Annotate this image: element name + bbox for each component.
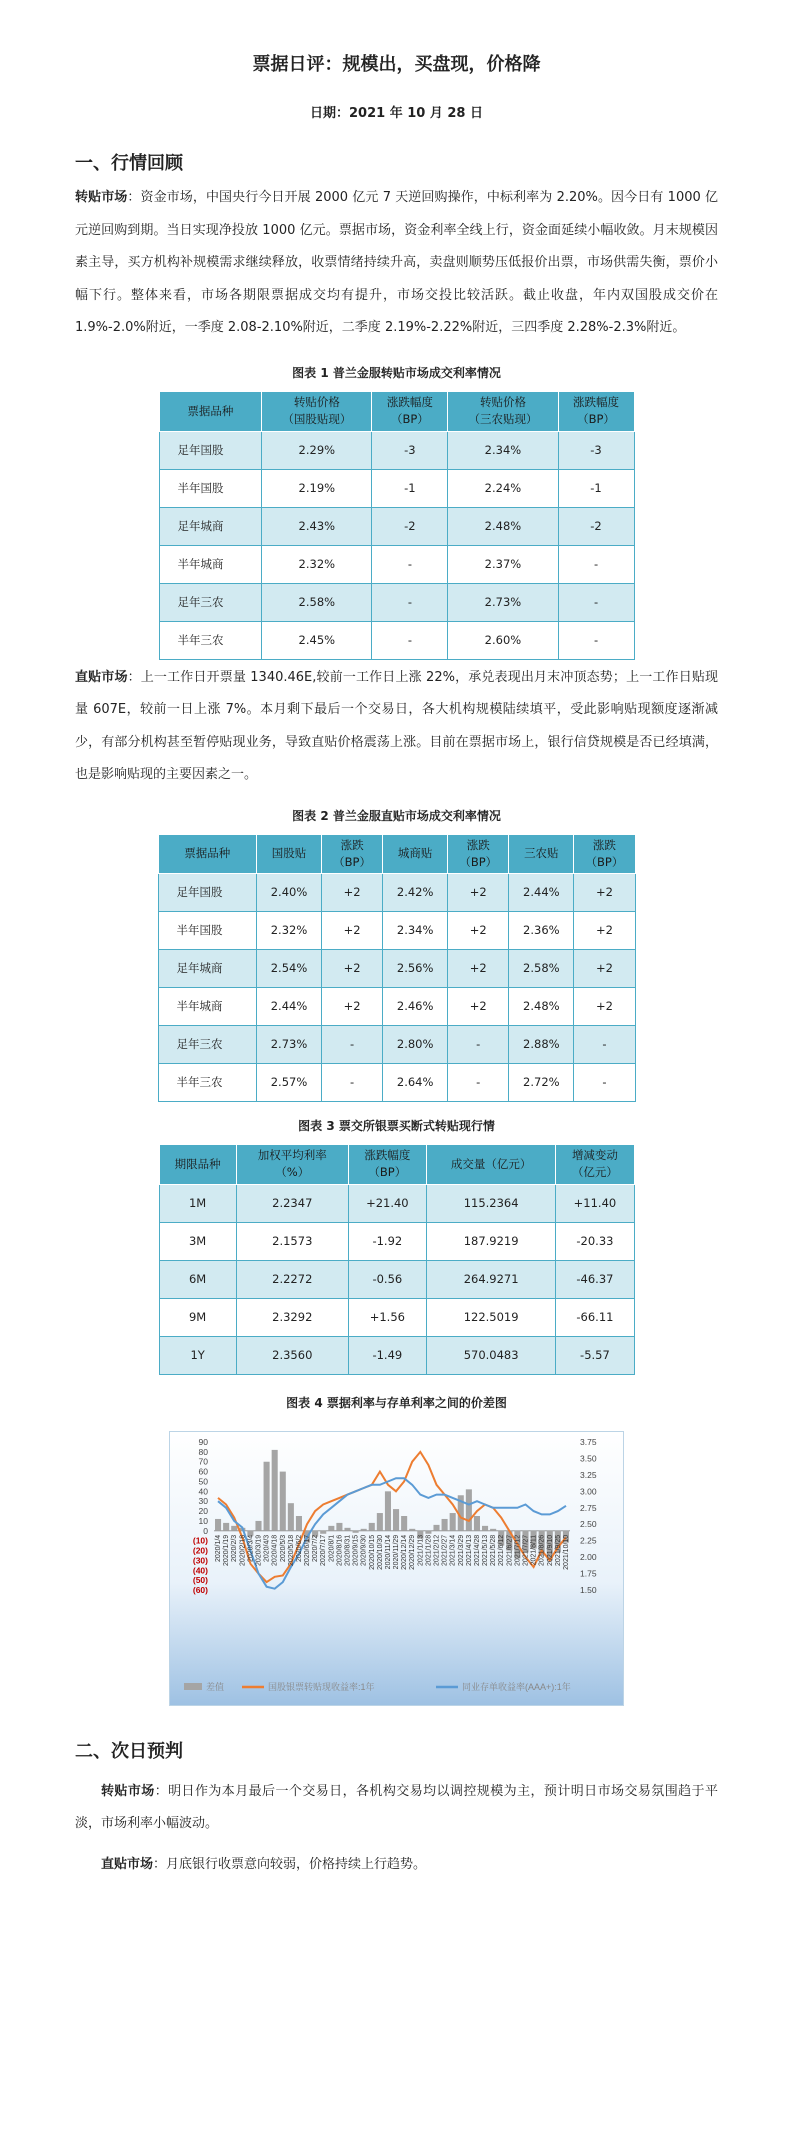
spread-bar xyxy=(401,1516,407,1531)
left-axis-tick-label: 60 xyxy=(198,1466,208,1477)
spread-bar xyxy=(474,1516,480,1531)
table-cell: 半年城商 xyxy=(158,987,257,1025)
left-axis-tick-label: 90 xyxy=(198,1436,208,1447)
spread-chart xyxy=(169,1431,624,1706)
spread-bar xyxy=(344,1527,350,1530)
table-cell: 2.58% xyxy=(509,949,574,987)
table-header-cell: 国股贴 xyxy=(257,834,322,873)
right-axis-tick-label: 2.25 xyxy=(580,1535,597,1546)
x-axis-tick-label: 2021/8/26 xyxy=(538,1534,546,1566)
table-row xyxy=(158,987,635,1025)
spread-bar xyxy=(361,1528,367,1530)
right-axis-tick-label: 3.50 xyxy=(580,1452,597,1463)
table-header-cell: 三农贴 xyxy=(509,834,574,873)
x-axis-tick-label: 2020/8/1 xyxy=(328,1534,336,1562)
x-axis-tick-label: 2020/12/29 xyxy=(409,1534,417,1570)
table-cell: 3M xyxy=(159,1222,236,1260)
text-forecast-direct: ：月底银行收票意向较弱，价格持续上行趋势。 xyxy=(153,1856,427,1872)
x-axis-tick-label: 2020/10/15 xyxy=(368,1534,376,1570)
table-cell: -3 xyxy=(372,431,448,469)
x-axis-tick-label: 2021/4/13 xyxy=(465,1534,473,1566)
table-row xyxy=(159,545,634,583)
table-cell: 1M xyxy=(159,1184,236,1222)
table-cell: 2.73% xyxy=(257,1025,322,1063)
x-axis-tick-label: 2020/3/4 xyxy=(247,1534,255,1562)
x-axis-tick-label: 2021/2/27 xyxy=(441,1534,449,1566)
right-axis-tick-label: 1.50 xyxy=(580,1584,597,1595)
table-transfer-rates xyxy=(159,391,635,660)
table-row xyxy=(159,1336,634,1374)
section-heading-review: 一、行情回顾 xyxy=(75,153,183,174)
right-axis-tick-label: 2.50 xyxy=(580,1518,597,1529)
table-cell: 半年国股 xyxy=(159,469,262,507)
table-row xyxy=(159,621,634,659)
table-cell: -2 xyxy=(558,507,634,545)
spread-bar xyxy=(353,1530,359,1532)
table-cell: -46.37 xyxy=(556,1260,634,1298)
table-cell: 2.34% xyxy=(383,911,448,949)
table-cell: 2.64% xyxy=(383,1063,448,1101)
table-cell: +2 xyxy=(574,949,635,987)
table-cell: 2.48% xyxy=(509,987,574,1025)
table-cell: - xyxy=(322,1025,383,1063)
table-header-cell: 涨跌幅度 （BP） xyxy=(558,391,634,431)
spread-bar xyxy=(215,1518,221,1530)
table-header-cell: 加权平均利率 （%） xyxy=(236,1144,348,1184)
table-cell: 半年城商 xyxy=(159,545,262,583)
table-cell: 2.58% xyxy=(262,583,372,621)
label-forecast-direct: 直贴市场 xyxy=(101,1856,154,1872)
table-cell: 2.32% xyxy=(257,911,322,949)
table-cell: 2.88% xyxy=(509,1025,574,1063)
table-cell: 足年城商 xyxy=(158,949,257,987)
x-axis-tick-label: 2020/9/15 xyxy=(352,1534,360,1566)
x-axis-tick-label: 2021/8/11 xyxy=(530,1534,538,1565)
spread-bar xyxy=(450,1513,456,1531)
left-axis-tick-label: 20 xyxy=(198,1505,208,1516)
table-cell: -0.56 xyxy=(348,1260,426,1298)
spread-bar xyxy=(369,1522,375,1530)
table-cell: 570.0483 xyxy=(426,1336,555,1374)
table-cell: -1 xyxy=(558,469,634,507)
table-cell: +2 xyxy=(448,873,509,911)
label-forecast-transfer: 转贴市场 xyxy=(101,1783,155,1799)
text-direct-market: ：上一工作日开票量 1340.46E,较前一工作日上涨 22%，承兑表现出月末冲顶态势；上一工作日贴现量 607E，较前一日上涨 7%。本月剩下最后一个交易日，各大机构规模陆续填平，受此影响贴现额度逐渐减少，有部分机构甚至暂停贴现业务，导致直贴价格震荡上涨。目前在票据市场上，银行信贷规模是否已经填满，也是影响贴现的主要因素之一。 xyxy=(75,669,718,782)
table-cell: 2.3292 xyxy=(236,1298,348,1336)
table-row xyxy=(159,431,634,469)
table-cell: 2.73% xyxy=(448,583,558,621)
x-axis-tick-label: 2020/9/30 xyxy=(360,1534,368,1566)
legend-swatch-spread xyxy=(184,1683,202,1690)
table-cell: +2 xyxy=(448,911,509,949)
x-axis-tick-label: 2021/3/14 xyxy=(449,1534,457,1566)
spread-bar xyxy=(223,1522,229,1530)
table-cell: 2.80% xyxy=(383,1025,448,1063)
spread-bar xyxy=(255,1520,261,1530)
table-header-cell: 涨跌幅度 （BP） xyxy=(372,391,448,431)
table-cell: +2 xyxy=(574,911,635,949)
x-axis-tick-label: 2020/8/31 xyxy=(344,1534,352,1566)
table-cell: -1 xyxy=(372,469,448,507)
table-cell: +2 xyxy=(574,873,635,911)
table-cell: 2.36% xyxy=(509,911,574,949)
x-axis-tick-label: 2021/10/10 xyxy=(563,1534,570,1570)
table-header-cell: 成交量（亿元） xyxy=(426,1144,555,1184)
table-row xyxy=(159,1298,634,1336)
x-axis-tick-label: 2020/3/19 xyxy=(255,1534,263,1566)
spread-bar xyxy=(328,1525,334,1530)
left-axis-tick-label: 80 xyxy=(198,1446,208,1457)
table-row xyxy=(158,911,635,949)
table-row xyxy=(158,949,635,987)
table-cell: 半年三农 xyxy=(158,1063,257,1101)
label-transfer-market: 转贴市场 xyxy=(75,190,128,205)
legend-label-cd-rate: 同业存单收益率(AAA+):1年 xyxy=(462,1681,571,1692)
table-cell: 2.72% xyxy=(509,1063,574,1101)
table-cell: 半年国股 xyxy=(158,911,257,949)
table-cell: 115.2364 xyxy=(426,1184,555,1222)
table-cell: +2 xyxy=(322,987,383,1025)
table-cell: +21.40 xyxy=(348,1184,426,1222)
x-axis-tick-label: 2021/3/29 xyxy=(457,1534,465,1566)
document-title: 票据日评：规模出，买盘现，价格降 xyxy=(252,54,541,75)
figure-1-title: 图表 1 普兰金服转贴市场成交利率情况 xyxy=(292,365,501,380)
x-axis-tick-label: 2020/5/18 xyxy=(287,1534,295,1566)
x-axis-tick-label: 2021/6/12 xyxy=(498,1534,506,1566)
x-axis-tick-label: 2020/12/14 xyxy=(401,1534,409,1570)
table-cell: - xyxy=(448,1063,509,1101)
table-header-cell: 城商贴 xyxy=(383,834,448,873)
spread-bar xyxy=(482,1525,488,1530)
table-cell: +2 xyxy=(448,987,509,1025)
x-axis-tick-label: 2020/2/3 xyxy=(231,1534,239,1562)
table-cell: 9M xyxy=(159,1298,236,1336)
table-cell: - xyxy=(558,583,634,621)
spread-bar xyxy=(433,1524,439,1530)
text-transfer-market: ：资金市场，中国央行今日开展 2000 亿元 7 天逆回购操作，中标利率为 2.20%。因今日有 1000 亿元逆回购到期。当日实现净投放 1000 亿元。票据市场，资金利率全线上行，资金面延续小幅收敛。月末规模因素主导，买方机构补规模需求继续释放，收票情绪持续升高，卖盘则顺势压低报价出票，市场供需失衡，票价小幅下行。整体来看，市场各期限票据成交均有提升，市场交投比较活跃。截止收盘，年内双国股成交价在 1.9%-2.0%附近，一季度 2.08-2.10%附近，二季度 2.19%-2.22%附近，三四季度 2.28%-2.3%附近。 xyxy=(75,190,718,335)
x-axis-tick-label: 2020/5/3 xyxy=(279,1534,287,1562)
spread-bar xyxy=(385,1491,391,1530)
table-cell: 足年国股 xyxy=(158,873,257,911)
cd-rate-line xyxy=(218,1478,566,1589)
x-axis-tick-label: 2021/9/10 xyxy=(546,1534,554,1566)
table-header-cell: 转贴价格 （国股贴现） xyxy=(262,391,372,431)
table-cell: 2.46% xyxy=(383,987,448,1025)
spread-bar xyxy=(442,1518,448,1530)
spread-bar xyxy=(264,1461,270,1530)
x-axis-tick-label: 2020/11/14 xyxy=(385,1534,392,1569)
table-cell: 足年国股 xyxy=(159,431,262,469)
spread-bar xyxy=(466,1489,472,1530)
x-axis-tick-label: 2021/5/28 xyxy=(490,1534,498,1566)
right-axis-tick-label: 1.75 xyxy=(580,1568,597,1579)
table-cell: 2.32% xyxy=(262,545,372,583)
table-cell: 2.2347 xyxy=(236,1184,348,1222)
left-axis-tick-label: (50) xyxy=(192,1574,208,1585)
table-cell: - xyxy=(558,621,634,659)
table-cell: 足年三农 xyxy=(158,1025,257,1063)
spread-bar xyxy=(490,1528,496,1530)
paragraph-forecast-direct xyxy=(75,1849,718,1882)
spread-bar xyxy=(296,1516,302,1531)
x-axis-tick-label: 2020/11/29 xyxy=(393,1534,400,1569)
table-cell: 2.29% xyxy=(262,431,372,469)
x-axis-tick-label: 2021/6/27 xyxy=(506,1534,514,1566)
spread-bar xyxy=(320,1530,326,1533)
x-axis-tick-label: 2020/7/2 xyxy=(312,1534,320,1562)
table-row xyxy=(159,1222,634,1260)
x-axis-tick-label: 2020/10/30 xyxy=(376,1534,384,1570)
x-axis-tick-label: 2020/6/2 xyxy=(296,1534,303,1562)
table-row xyxy=(159,1184,634,1222)
paragraph-direct-market xyxy=(75,662,718,792)
left-axis-tick-label: 10 xyxy=(198,1515,208,1526)
table-row xyxy=(158,1025,635,1063)
table-row xyxy=(159,507,634,545)
right-axis-tick-label: 2.75 xyxy=(580,1502,597,1513)
label-direct-market: 直贴市场 xyxy=(75,669,128,685)
table-row xyxy=(159,1260,634,1298)
text-forecast-transfer: ：明日作为本月最后一个交易日，各机构交易均以调控规模为主，预计明日市场交易氛围趋于平淡，市场利率小幅波动。 xyxy=(75,1783,718,1831)
table-exchange-rates xyxy=(159,1144,635,1375)
x-axis-tick-label: 2020/4/18 xyxy=(271,1534,279,1566)
x-axis-tick-label: 2020/7/17 xyxy=(320,1534,328,1566)
left-axis-tick-label: 50 xyxy=(198,1475,208,1486)
table-cell: 2.48% xyxy=(448,507,558,545)
table-row xyxy=(159,583,634,621)
table-cell: 2.1573 xyxy=(236,1222,348,1260)
x-axis-tick-label: 2021/2/12 xyxy=(433,1534,441,1566)
table-cell: -1.49 xyxy=(348,1336,426,1374)
x-axis-tick-label: 2021/1/13 xyxy=(417,1534,425,1566)
table-cell: 2.2272 xyxy=(236,1260,348,1298)
table-cell: 2.3560 xyxy=(236,1336,348,1374)
x-axis-tick-label: 2021/1/28 xyxy=(425,1534,433,1566)
left-axis-tick-label: 0 xyxy=(203,1525,208,1536)
table-row xyxy=(159,469,634,507)
table-cell: -66.11 xyxy=(556,1298,634,1336)
table-cell: - xyxy=(372,621,448,659)
table-cell: 2.37% xyxy=(448,545,558,583)
table-cell: 2.60% xyxy=(448,621,558,659)
spread-bar xyxy=(409,1528,415,1530)
table-cell: 6M xyxy=(159,1260,236,1298)
table-cell: 2.43% xyxy=(262,507,372,545)
section-heading-forecast: 二、次日预判 xyxy=(75,1740,183,1762)
table-cell: 264.9271 xyxy=(426,1260,555,1298)
table-cell: - xyxy=(372,583,448,621)
table-cell: 122.5019 xyxy=(426,1298,555,1336)
table-cell: +2 xyxy=(448,949,509,987)
table-cell: 2.34% xyxy=(448,431,558,469)
x-axis-tick-label: 2021/7/27 xyxy=(522,1534,530,1566)
table-header-cell: 转贴价格 （三农贴现） xyxy=(448,391,558,431)
table-header-cell: 期限品种 xyxy=(159,1144,236,1184)
left-axis-tick-label: 70 xyxy=(198,1456,208,1467)
left-axis-tick-label: (30) xyxy=(192,1554,208,1565)
table-header-cell: 涨跌 （BP） xyxy=(322,834,383,873)
table-cell: 足年城商 xyxy=(159,507,262,545)
table-header-cell: 涨跌 （BP） xyxy=(574,834,635,873)
table-header-cell: 票据品种 xyxy=(158,834,257,873)
table-header-cell: 涨跌幅度 （BP） xyxy=(348,1144,426,1184)
spread-bar xyxy=(280,1471,286,1530)
x-axis-tick-label: 2021/9/25 xyxy=(554,1534,562,1566)
table-cell: 187.9219 xyxy=(426,1222,555,1260)
table-header-cell: 票据品种 xyxy=(159,391,262,431)
table-cell: +1.56 xyxy=(348,1298,426,1336)
table-cell: +2 xyxy=(574,987,635,1025)
document-date: 日期：2021 年 10 月 28 日 xyxy=(310,106,483,121)
right-axis-tick-label: 3.75 xyxy=(580,1436,597,1447)
spread-bar xyxy=(336,1522,342,1530)
figure-4-title: 图表 4 票据利率与存单利率之间的价差图 xyxy=(286,1395,507,1410)
figure-2-title: 图表 2 普兰金服直贴市场成交利率情况 xyxy=(292,808,501,823)
table-cell: 足年三农 xyxy=(159,583,262,621)
table-cell: - xyxy=(372,545,448,583)
table-cell: -5.57 xyxy=(556,1336,634,1374)
legend-label-spread: 差值 xyxy=(206,1681,225,1692)
table-cell: 2.24% xyxy=(448,469,558,507)
table-cell: +2 xyxy=(322,873,383,911)
table-header-cell: 涨跌 （BP） xyxy=(448,834,509,873)
right-axis-tick-label: 3.00 xyxy=(580,1485,597,1496)
left-axis-tick-label: 30 xyxy=(198,1495,208,1506)
table-cell: 2.44% xyxy=(257,987,322,1025)
spread-bar xyxy=(288,1503,294,1531)
table-cell: - xyxy=(574,1063,635,1101)
left-axis-tick-label: (10) xyxy=(192,1535,208,1546)
spread-bar xyxy=(377,1513,383,1531)
table-cell: - xyxy=(322,1063,383,1101)
table-direct-rates xyxy=(158,834,636,1102)
x-axis-tick-label: 2020/1/4 xyxy=(215,1534,222,1562)
left-axis-tick-label: (40) xyxy=(192,1564,208,1575)
table-cell: -2 xyxy=(372,507,448,545)
table-cell: 2.44% xyxy=(509,873,574,911)
left-axis-tick-label: 40 xyxy=(198,1485,208,1496)
x-axis-tick-label: 2021/7/12 xyxy=(514,1534,522,1566)
left-axis-tick-label: (60) xyxy=(192,1584,208,1595)
table-row xyxy=(158,1063,635,1101)
table-cell: -20.33 xyxy=(556,1222,634,1260)
spread-chart-svg xyxy=(170,1432,623,1705)
table-header-cell: 增减变动 （亿元） xyxy=(556,1144,634,1184)
spread-bar xyxy=(231,1525,237,1530)
table-cell: 2.57% xyxy=(257,1063,322,1101)
figure-3-title: 图表 3 票交所银票买断式转贴现行情 xyxy=(298,1118,495,1133)
table-cell: 2.56% xyxy=(383,949,448,987)
table-row xyxy=(158,873,635,911)
table-cell: 1Y xyxy=(159,1336,236,1374)
table-cell: 半年三农 xyxy=(159,621,262,659)
paragraph-transfer-market xyxy=(75,182,718,345)
left-axis-tick-label: (20) xyxy=(192,1545,208,1556)
table-cell: -1.92 xyxy=(348,1222,426,1260)
x-axis-tick-label: 2021/4/28 xyxy=(474,1534,481,1566)
x-axis-tick-label: 2020/1/19 xyxy=(223,1534,231,1566)
table-cell: +2 xyxy=(322,911,383,949)
x-axis-tick-label: 2020/2/18 xyxy=(239,1534,247,1566)
x-axis-tick-label: 2020/4/3 xyxy=(263,1534,271,1562)
table-cell: -3 xyxy=(558,431,634,469)
table-cell: - xyxy=(448,1025,509,1063)
table-cell: 2.19% xyxy=(262,469,372,507)
table-cell: 2.40% xyxy=(257,873,322,911)
paragraph-forecast-transfer xyxy=(75,1776,718,1841)
right-axis-tick-label: 3.25 xyxy=(580,1469,597,1480)
x-axis-tick-label: 2020/6/17 xyxy=(304,1534,311,1566)
table-cell: - xyxy=(558,545,634,583)
table-cell: - xyxy=(574,1025,635,1063)
x-axis-tick-label: 2020/8/16 xyxy=(336,1534,344,1566)
right-axis-tick-label: 2.00 xyxy=(580,1551,597,1562)
table-cell: +11.40 xyxy=(556,1184,634,1222)
table-cell: 2.45% xyxy=(262,621,372,659)
x-axis-tick-label: 2021/5/13 xyxy=(482,1534,489,1566)
spread-bar xyxy=(272,1449,278,1530)
table-cell: +2 xyxy=(322,949,383,987)
legend-label-bill-rate: 国股银票转贴现收益率:1年 xyxy=(268,1681,375,1692)
spread-bar xyxy=(393,1509,399,1531)
table-cell: 2.42% xyxy=(383,873,448,911)
spread-bar xyxy=(425,1530,431,1533)
table-cell: 2.54% xyxy=(257,949,322,987)
